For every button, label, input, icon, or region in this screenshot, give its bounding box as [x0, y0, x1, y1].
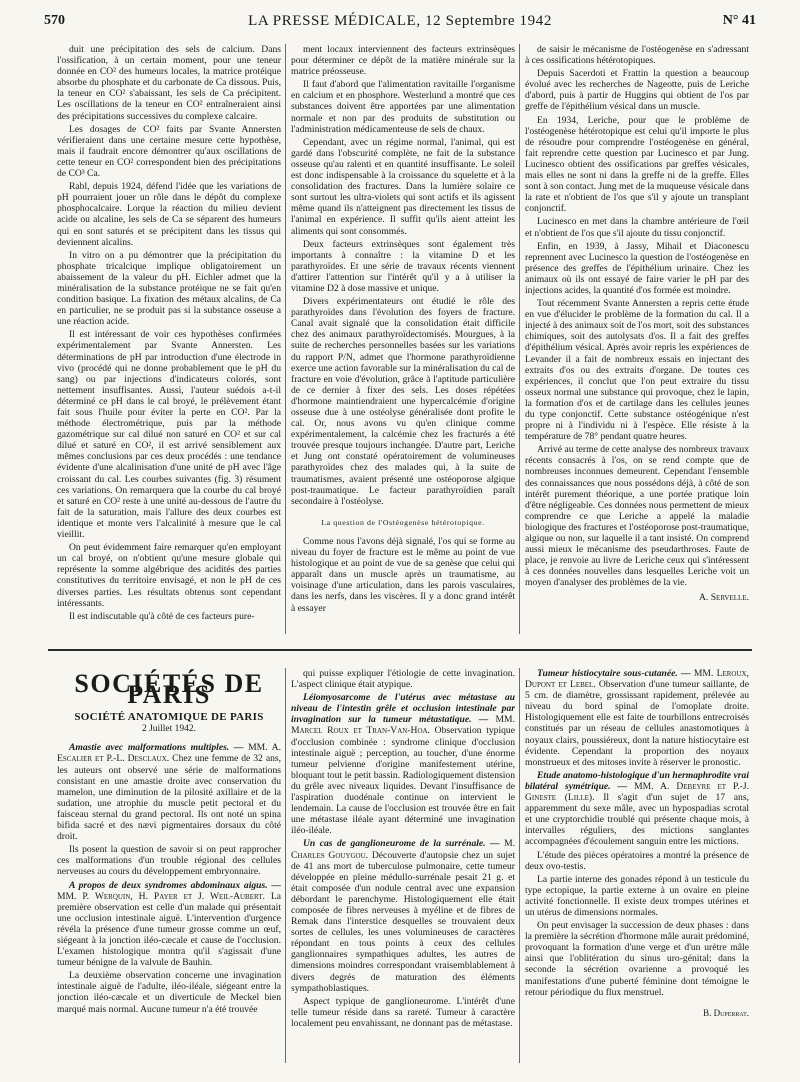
paragraph: Il faut d'abord que l'alimentation ravitaille l'organisme en calcium et en phosphore. Westerlund a montré que ces substances doivent être apportées par une alimentation normale et non par des produits de substitution ou l'administration médicamenteuse de sels de chaux. [291, 79, 515, 135]
paragraph: ment locaux interviennent des facteurs extrinsèques pour déterminer ce dépôt de la matière minérale sur la matrice préosseuse. [291, 44, 515, 78]
communication-entry [525, 920, 749, 998]
issue-number: N° 41 [722, 13, 756, 28]
entry-text: La deuxième observation concerne une invagination intestinale aiguë de l'adulte, iléo-iléale, siégeant entre la jonction iléo-cæcale et un diverticule de Meckel bien marqué mais normal. Aucune tumeur n'a été trouvée [57, 970, 281, 1015]
paragraph: Arrivé au terme de cette analyse des nombreux travaux récents consacrés à l'os, on se rend compte que de nombreuses inconnues demeurent. Cependant l'ensemble des connaissances que nous possédons déjà, à côté de son intérêt purement théorique, a une portée pratique loin d'être négligeable. Ces données nous permettent de mieux comprendre ce que Leriche a appelé la maladie biologique des fractures et l'ostéoporose post-traumatique, algique ou non, sur laquelle il a tant insisté. On comprend aussi mieux le mécanisme des pseudarthroses. Faute de place, je renvoie au livre de Leriche ceux qui s'intéressent à ces données nouvelles dans lesquelles Leriche voit un moyen d'analyser des problèmes de la vie. [525, 444, 749, 589]
column-divider [519, 668, 520, 1063]
paragraph: En 1934, Leriche, pour que le problème de l'ostéogenèse hétérotopique est celui qu'il importe le plus de résoudre pour comprendre l'ostéogenèse en général, fait reprendre cette question par Lucinesco et par Jung. Lucinesco obtient des ossifications par greffes vésicales, mais elles ne sont ni dans la greffe ni de la greffe. Elles sont à son contact. Jung met de la muqueuse vésicale dans la rate et n'obtient de l'os que s'il y ajoute un transplant conjonctif. [525, 114, 749, 215]
entry-title: Tumeur histiocytaire sous-cutanée. — [537, 668, 691, 679]
paragraph: Comme nous l'avons déjà signalé, l'os qui se forme au niveau du foyer de fracture est le même au point de vue histologique et au point de vue de sa genèse que celui qui apparaît dans un muscle après un traumatisme, au voisinage d'une articulation, dans les parois vasculaires, dans les nerfs, dans les viscères. Il y a donc grand intérêt à essayer [291, 535, 515, 614]
entry-text: Découverte d'autopsie chez un sujet de 41 ans mort de tuberculose pulmonaire, cette tumeur développée en pleine médullo-surrénale pesait 21 g. et était composée d'un nodule central avec une expansion débordant le parenchyme. Histologiquement elle était composée de fibres nerveuses à myéline et de fibres de Remak dans l'interstice desquelles se trouvaient deux sortes de cellules, les unes volumineuses de caractères répondant en tous points à ceux des cellules ganglionnaires sympathiques adultes, les autres de dimensions moindres correspondant vraisemblablement à divers degrés de maturation des éléments sympathoblastiques. [291, 849, 515, 994]
entry-title: Un cas de ganglioneurome de la surrénale. — [303, 838, 500, 850]
page-number: 570 [44, 13, 65, 28]
communication-entry [525, 770, 749, 848]
entry-authors: MM. Marcel Roux et Tran-Van-Hoa. [291, 714, 515, 737]
journal-title: LA PRESSE MÉDICALE, 12 Septembre 1942 [248, 13, 552, 29]
paragraph: de saisir le mécanisme de l'ostéogenèse en s'adressant à ces ossifications hétérotopiques. [525, 44, 749, 67]
entry-text: On peut envisager la succession de deux phases : dans la première la sécrétion d'hormone mâle aurait prédominé, provoquant la formation d'une verge et d'un urètre mâle ainsi que l'oblitération du sinus uro-génital; dans la seconde la sécrétion ovarienne a provoqué les manifestations d'une puberté féminine dont témoigne le retour périodique du flux menstruel. [525, 920, 749, 998]
article-column-1 [57, 44, 281, 622]
entry-authors: MM. P. Werquin, H. Payer et J. Weil-Aubert. [57, 890, 265, 902]
communication-entry [525, 668, 749, 768]
paragraph: On peut évidemment faire remarquer qu'en employant un cal broyé, on n'obtient qu'une mesure globale qui représente la somme algébrique des acidités des parties constitutives du territoire envisagé, et non le pH de ces diverses parties. Les résultats obtenus sont cependant intéressants. [57, 542, 281, 609]
column-divider [285, 668, 286, 1063]
entry-authors: M. Charles Gouygou. [291, 838, 515, 861]
entry-text: Il s'agit d'un sujet de 17 ans, apparemment du sexe mâle, avec un hypospadias scrotal et une cryptorchidie troublé qui présente chaque mois, à intervalles réguliers, des mictions sanglantes accompagnées d'écoulement sanguin entre les mictions. [525, 792, 749, 848]
entry-text: La partie interne des gonades répond à un testicule du type ectopique, la partie externe à un ovaire en pleine activité fonctionnelle. Il existe deux trompes utérines et un utérus de dimensions normales. [525, 873, 749, 918]
entry-text: L'étude des pièces opératoires a montré la présence de deux ovo-testis. [525, 849, 749, 872]
column-divider [519, 44, 520, 634]
entry-text: Observation typique d'occlusion combinée : syndrome clinique d'occlusion intestinale aiguë ; perception, au toucher, d'une énorme tumeur pelvienne d'origine manifestement utérine, bloquant tout le petit bassin. Radiologiquement distension du grêle avec niveaux liquides. Devant l'insuffisance de l'aspiration duodénale continue on intervient le lendemain. La cause de l'occlusion est trouvée être en fait une métastase iléale ayant déterminé une invagination iléo-iléale. [291, 725, 515, 837]
communication-entry [291, 668, 515, 690]
paragraph: Il est indiscutable qu'à côté de ces facteurs pure- [69, 610, 255, 622]
paragraph: Enfin, en 1939, à Jassy, Mihail et Diaconescu reprennent avec Lucinesco la question de l'ostéogenèse en présence des greffes de l'épithélium urinaire. Chez les animaux où ils ont essayé de faire varier le pH par des injections acides, la quantité d'os formée est moindre. [525, 240, 749, 296]
session-date: 2 Juillet 1942. [141, 724, 197, 735]
paragraph: Lucinesco en met dans la chambre antérieure de l'œil et n'obtient de l'os que s'il ajoute du tissu conjonctif. [525, 216, 749, 239]
paragraph: Rabl, depuis 1924, défend l'idée que les variations de pH pourraient jouer un rôle dans le dépôt du complexe phosphocalcaire. Lorque la réaction du milieu devient acide ou alcaline, les sels de Ca se séparent des humeurs qui en sont saturés et se précipitent dans les tissus qui deviennent alcalins. [57, 181, 281, 248]
paragraph: In vitro on a pu démontrer que la précipitation du phosphate tricalcique implique obligatoirement un abaissement de la valeur du pH. Eichler admet que la minéralisation de la substance protéique ne se fait qu'en condition basique. La fixation des métaux alcalins, de Ca en particulier, ne se produit pas si la substance osseuse a une réaction acide. [57, 249, 281, 328]
communication-entry [291, 692, 515, 836]
section-title: SOCIÉTÉS DE PARIS [74, 669, 264, 710]
entry-text: Aspect typique de ganglioneurome. L'intérêt d'une telle tumeur réside dans sa rareté. Tumeur à caractère localement peu envahissant, ne donnant pas de métastase. [291, 995, 515, 1029]
entry-text: La première observation est celle d'un malade qui présentait une occlusion intestinale aiguë. L'intervention d'urgence révéla la présence d'une tumeur grosse comme un œuf, siégeant à la jonction iléo-cæcale et cause de l'occlusion. L'examen histologique montra qu'il s'agissait d'une tumeur bénigne de la valvule de Bauhin. [57, 890, 281, 969]
paragraph: Deux facteurs extrinsèques sont également très importants à connaître : la vitamine D et les parathyroïdes. Et une série de travaux récents viennent d'attirer l'attention sur l'intérêt qu'il y a à utiliser la vitamine D2 à dose massive et unique. [291, 238, 515, 294]
communication-entry [57, 844, 281, 877]
page-header [44, 13, 756, 37]
paragraph: Il est intéressant de voir ces hypothèses confirmées expérimentalement par Svante Annersten. Les déterminations de pH par introduction d'une électrode in vivo (procédé qui ne donne probablement que le pH du sang) ou par injections d'indicateurs colorés, sont nettement insuffisantes. Aussi, l'auteur suédois a-t-il déterminé ce pH dans le cal broyé, le prélèvement étant fait sous l'huile pour éviter la perte en CO². Par la méthode électrométrique, puis par la méthode gazométrique sur cal dilué non saturé en CO² et sur cal dilué et saturé en CO², il est arrivé sensiblement aux mêmes conclusions par ces deux procédés : une tendance évidente d'une alcalinisation d'une unité de pH avec l'âge croissant du cal. Les courbes suivantes (fig. 3) résument ces variations. On remarquera que la courbe du cal broyé et saturé en CO² reste à une unité au-dessous de l'autre du fait de la saturation, mais l'allure des deux courbes est identique et monte vers l'alcalinité à mesure que le cal vieillit. [57, 329, 281, 541]
section-heading: La question de l'Ostéogenèse hétérotopique. [321, 517, 485, 527]
paragraph: Depuis Sacerdoti et Frattin la question a beaucoup évolué avec les recherches de Nageotte, puis de Leriche d'abord, puis à partir de Huggins qui obtient de l'os par greffe de l'épithélium vésical dans un muscle. [525, 68, 749, 113]
entry-title: A propos de deux syndromes abdominaux aigus. — [69, 879, 281, 891]
communication-entry [57, 742, 281, 842]
societes-column-3 [525, 668, 749, 1019]
entry-authors: MM. A. Debeyre et P.-J. Gineste (Lille). [525, 780, 749, 804]
column-divider [285, 44, 286, 634]
paragraph: Tout récemment Svante Annersten a repris cette étude en vue d'élucider le problème de la formation du cal. Il a injecté à des animaux soit de l'os mort, soit des substances chimiques, soit des autolysats d'os. Il a fait des greffes d'épithélium vésical. Après avoir repris les expériences de Levander il a fait de nombreux essais en injectant des extraits d'os ou des extraits d'organe. De toutes ces expériences, il conclut que l'on peut extraire du tissu osseux normal une substance qui provoque, chez le lapin, la formation d'os et de cartilage dans les cellules jeunes du type conjonctif. Cette substance ostéogénique n'est propre ni à l'individu ni à l'espèce. Elle résiste à la température de 78° pendant quatre heures. [525, 298, 749, 443]
communication-entry [291, 838, 515, 993]
paragraph: duit une précipitation des sels de calcium. Dans l'ossification, à un certain moment, pour une teneur donnée en CO² des humeurs locales, la matrice protéique absorbe du phosphate et du carbonate de Ca dissous. Puis, la teneur en CO² s'abaissant, les sels de Ca précipitent. Les oscillations de la teneur en CO² entraîneraient ainsi des précipitations successives du complexe calcaire. [57, 44, 281, 122]
paragraph: Cependant, avec un régime normal, l'animal, qui est gardé dans l'obscurité complète, ne fait de la substance osseuse qu'au ralenti et en quantité insuffisante. Le soleil est donc indispensable à la croissance du squelette et à la consolidation des fractures. Dans la lumière solaire ce sont surtout les ultra-violets qui sont actifs et ils agissent même quand ils n'atteignent pas directement les tissus de l'animal en expérience. Il suffit qu'ils aient atteint les aliments qui sont consommés. [291, 136, 515, 237]
communication-entry [291, 996, 515, 1029]
communication-entry [525, 874, 749, 918]
communication-entry [525, 850, 749, 872]
societes-column-2 [291, 668, 515, 1029]
section-divider [48, 649, 752, 651]
societes-column-1 [57, 668, 281, 1015]
report-signature: B. Duperrat. [703, 1007, 749, 1018]
article-column-2 [291, 44, 515, 614]
author-signature: A. Servelle. [698, 591, 749, 603]
entry-text: Chez une femme de 32 ans, les auteurs ont observé une série de malformations consistant en une amastie droite avec conservation du mamelon, une diminution de la pilosité axillaire et de la sudation, une atrophie du muscle petit pectoral et du faisceau sternal du grand pectoral. Ils ont noté un spina bifida sacré et des nævi pigmentaires dorsaux du côté droit. [57, 753, 281, 843]
entry-title: Léiomyosarcome de l'utérus avec métastase au niveau de l'intestin grêle et occlusion intestinale par invagination sur la tumeur métastatique. — [291, 692, 515, 726]
paragraph: Les dosages de CO² faits par Svante Annersten vérifieraient dans une certaine mesure cette hypothèse, mais il faudrait encore démontrer qu'aux oscillations de cette teneur en CO² correspondent bien des précipitations de CO³ Ca. [57, 123, 281, 180]
entry-title: Etude anatomo-histologique d'un hermaphrodite vrai bilatéral symétrique. — [525, 769, 749, 792]
communication-entry [57, 970, 281, 1014]
entry-text: Ils posent la question de savoir si on peut rapprocher ces malformations d'un trouble régional des cellules nerveuses au cours du développement embryonnaire. [57, 844, 281, 878]
communication-entry [57, 880, 281, 969]
paragraph: Divers expérimentateurs ont étudié le rôle des parathyroïdes dans l'évolution des foyers de fracture. Canal avait signalé que la consolidation était difficile chez des animaux parathyroïdectomisés. Mourgues, à la suite de recherches personnelles basées sur les variations du rapport P/N, admet que l'hormone parathyroïdienne exerce une action favorable sur la minéralisation du cal de fracture en voie d'évolution, grâce à l'aptitude particulière de ce dernier à fixer des sels. Les doses répétées d'hormone maintiendraient une hypercalcémie d'origine osseuse due à une ostéolyse généralisée dont profite le cal. Or, nous avons vu qu'en clinique comme expérimentalement, la calcémie chez les fracturés a été trouvée presque toujours inchangée. D'autre part, Leriche et Jung ont constaté opératoirement de volumineuses parathyroïdes chez des malades qui, à la suite de traumatismes, avaient présenté une ostéoporose algique post-traumatique. Le facteur parathyroïdien paraît secondaire à l'ostéolyse. [291, 296, 515, 507]
entry-authors: MM. Leroux, Dupont et Lebel. [525, 668, 749, 691]
society-name: SOCIÉTÉ ANATOMIQUE DE PARIS [74, 711, 264, 724]
entry-text: Observation d'une tumeur saillante, de 5 cm. de diamètre, grossissant rapidement, prélevée au niveau du bord spinal de l'omoplate droite. Histologiquement elle est faite de tourbillons entrecroisés constitués par un réseau de cellules anastomotiques à noyaux clairs, poussiéreux, dont la nature histiocytaire est évidente. Cependant la proportion des noyaux monstrueux et des mitoses invite à réserver le pronostic. [525, 679, 749, 768]
entry-title: Amastie avec malformations multiples. — [69, 742, 244, 754]
entry-authors: MM. A. Escalier et P.-L. Desclaux. [57, 742, 281, 765]
entry-text: qui puisse expliquer l'étiologie de cette invagination. L'aspect clinique était atypique. [291, 668, 515, 691]
article-column-3 [525, 44, 749, 603]
